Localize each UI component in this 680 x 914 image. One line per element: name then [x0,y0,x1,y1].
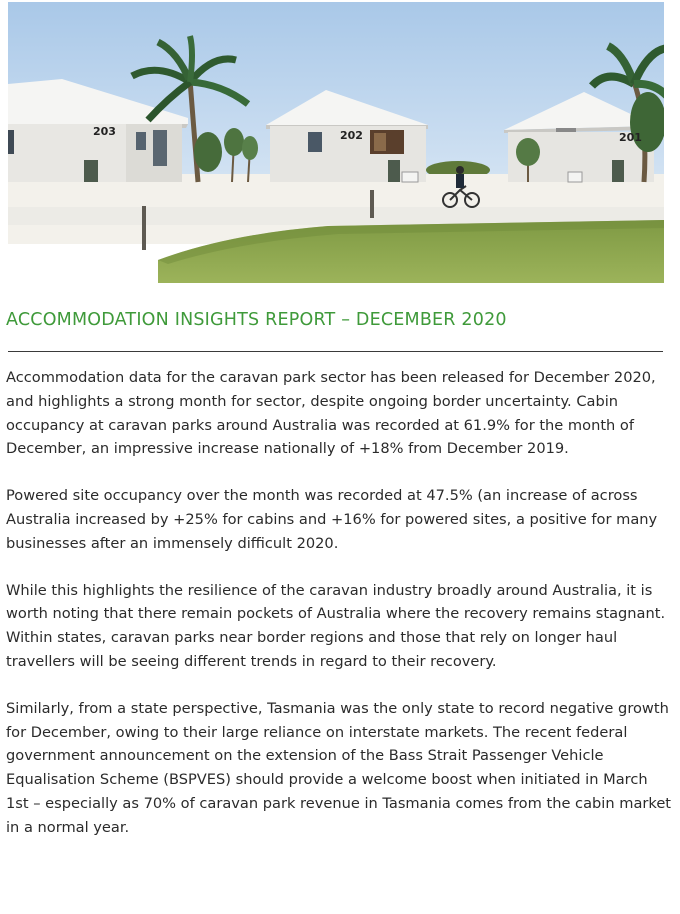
title-divider [8,351,663,352]
cabin-number-201: 201 [619,131,642,144]
article-body [6,366,674,863]
report-title: ACCOMMODATION INSIGHTS REPORT – DECEMBER 2020 [6,310,507,330]
paragraph: Powered site occupancy over the month was recorded at 47.5% (an increase of across Australia increased by +25% for cabins and +16% for powered sites, a positive for many businesses after an immensely difficult 2020. [6,487,658,552]
post [142,206,146,250]
cabin-number-203: 203 [93,125,116,138]
cabin-number-202: 202 [340,129,363,142]
caravan-park-cabins-illustration [8,2,664,283]
header-photo [8,2,664,283]
paragraph: Accommodation data for the caravan park sector has been released for December 2020, and highlights a strong month for sector, despite ongoing border uncertainty. Cabin occupancy at caravan parks around Australia was recorded at 61.9% for the month of December, an impressive increase nationally of +18% from December 2019. [6,369,656,458]
post [370,190,374,218]
paragraph: Similarly, from a state perspective, Tasmania was the only state to record negative growth for December, owing to their large reliance on interstate markets. The recent federal government announcement on the extension of the Bass Strait Passenger Vehicle Equalisation Scheme (BSPVES) should provide a welcome boost when initiated in March 1st – especially as 70% of caravan park revenue in Tasmania comes from the cabin market in a normal year. [6,699,672,836]
paragraph: While this highlights the resilience of the caravan industry broadly around Australia, it is worth noting that there remain pockets of Australia where the recovery remains stagnant. Within states, caravan parks near border regions and those that rely on longer haul travellers will be seeing different trends in regard to their recovery. [6,581,666,670]
